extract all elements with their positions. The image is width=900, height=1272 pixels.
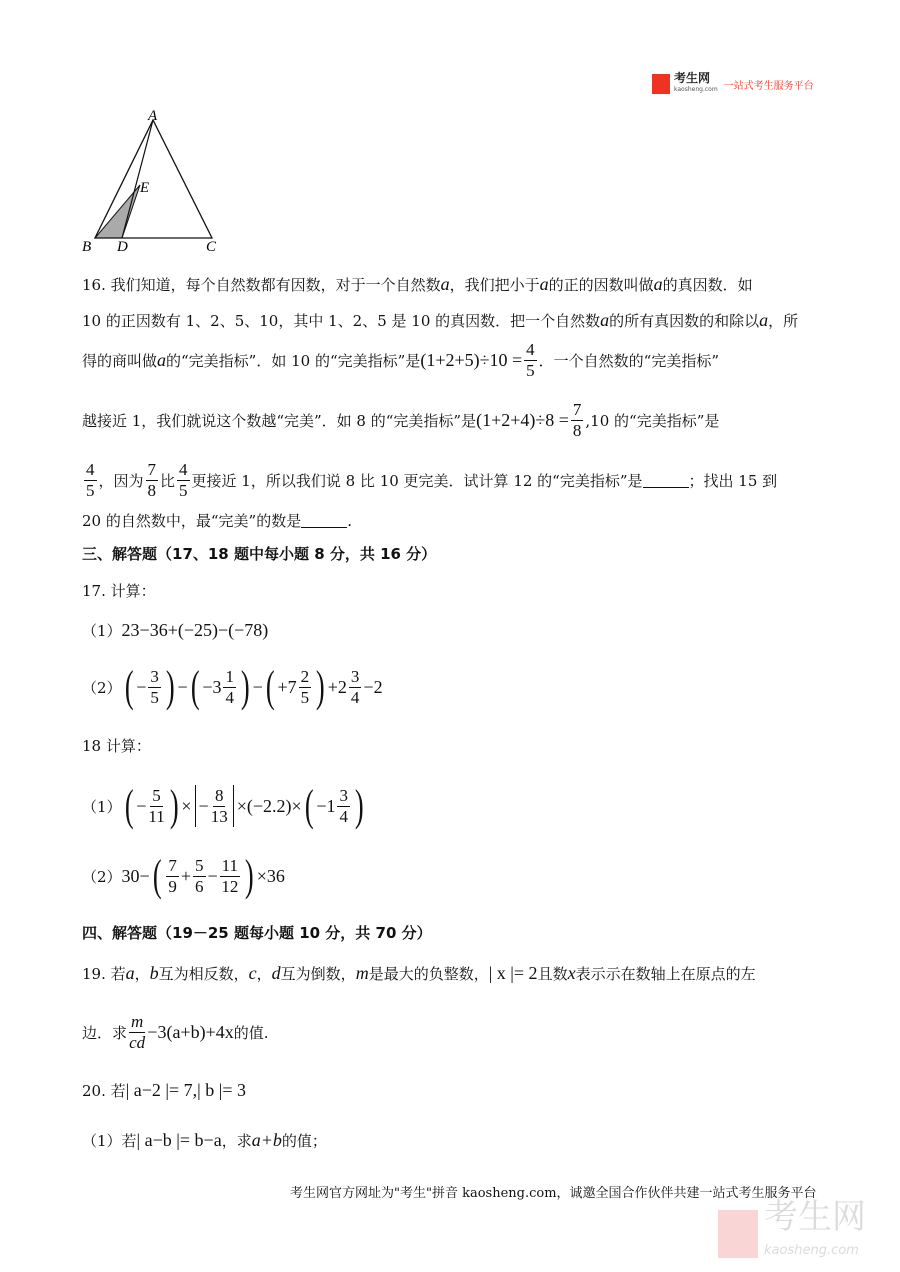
text-segment: ×(−2.2)× bbox=[236, 795, 302, 816]
section-3-heading: 三、解答题（17、18 题中每小题 8 分，共 16 分） bbox=[82, 545, 437, 563]
section-4-heading: 四、解答题（19－25 题每小题 10 分，共 70 分） bbox=[82, 924, 432, 942]
parenthesis: ( bbox=[124, 781, 134, 830]
text-segment: kaosheng.com bbox=[764, 1243, 859, 1258]
text-segment: 越接近 1，我们就说这个数越“完美”．如 8 的“完美指标”是 bbox=[82, 412, 477, 430]
text-segment: 得的商叫做 bbox=[82, 352, 158, 370]
fraction bbox=[571, 400, 584, 441]
q19-line1 bbox=[82, 963, 756, 984]
text-segment: ；找出 15 到 bbox=[688, 472, 778, 490]
text-segment: | a−b |= b−a bbox=[136, 1130, 222, 1150]
text-segment: | x |= 2 bbox=[488, 963, 538, 983]
numerator: 1 bbox=[225, 666, 234, 686]
q16-line2 bbox=[82, 310, 798, 331]
denominator: 12 bbox=[221, 876, 239, 896]
q19-line2 bbox=[82, 1012, 269, 1053]
text-segment: 互为相反数， bbox=[158, 965, 249, 983]
text-segment: （1）若 bbox=[82, 1132, 137, 1150]
label-b: B bbox=[82, 239, 92, 255]
text-segment: − bbox=[136, 795, 147, 816]
q17-title: 17. 计算： bbox=[82, 582, 156, 600]
q17-part1 bbox=[82, 620, 268, 641]
text-segment: 表示示在数轴上在原点的左 bbox=[575, 965, 756, 983]
parenthesis: ( bbox=[190, 662, 200, 711]
q16-line5 bbox=[82, 460, 777, 501]
text-segment: 30− bbox=[121, 865, 150, 886]
denominator: 5 bbox=[300, 687, 310, 707]
text-segment: a bbox=[600, 310, 610, 330]
numerator: 5 bbox=[152, 785, 161, 805]
label-a: A bbox=[148, 108, 158, 124]
fraction bbox=[84, 460, 97, 501]
q17-part2 bbox=[82, 662, 383, 711]
fraction bbox=[223, 667, 236, 708]
q20-line1 bbox=[82, 1080, 246, 1101]
text-segment: 边．求 bbox=[82, 1024, 128, 1042]
text-segment: 20. 若 bbox=[82, 1082, 126, 1100]
denominator: 13 bbox=[210, 806, 228, 826]
text-segment: 10 的正因数有 1、2、5、10，其中 1、2、5 是 10 的真因数．把一个自然数 bbox=[82, 312, 601, 330]
fraction bbox=[177, 460, 190, 501]
text-segment: −2 bbox=[363, 676, 383, 697]
text-segment: (1+2+4)÷8 = bbox=[476, 410, 569, 430]
numerator: 3 bbox=[150, 666, 159, 686]
text-segment: a+b bbox=[251, 1130, 282, 1150]
text-segment: −3 bbox=[202, 676, 222, 697]
header-logo bbox=[652, 72, 814, 96]
numerator: 4 bbox=[86, 460, 95, 479]
parenthesis: ) bbox=[316, 662, 325, 711]
text-segment: − bbox=[198, 795, 209, 816]
text-segment: −1 bbox=[316, 795, 336, 816]
watermark-logo bbox=[718, 1197, 866, 1268]
q20-part1 bbox=[82, 1130, 327, 1151]
text-segment: 23−36+(−25)−(−78) bbox=[121, 620, 269, 640]
text-segment: a bbox=[653, 274, 663, 294]
text-segment: a bbox=[539, 274, 549, 294]
label-c: C bbox=[206, 239, 217, 255]
text-segment: 的值； bbox=[281, 1132, 327, 1150]
fraction bbox=[146, 460, 159, 501]
text-segment: 的所有真因数的和除以 bbox=[609, 312, 760, 330]
text-segment: （2） bbox=[82, 867, 122, 886]
logo-slogan: 一站式考生服务平台 bbox=[723, 80, 814, 92]
numerator: 11 bbox=[221, 855, 239, 875]
q18-part2 bbox=[82, 851, 285, 900]
absolute-value-bar bbox=[195, 785, 196, 827]
text-segment: − bbox=[207, 865, 218, 886]
fraction bbox=[166, 856, 179, 897]
text-segment: +2 bbox=[327, 676, 347, 697]
label-d: D bbox=[117, 239, 128, 255]
text-segment: 20 的自然数中，最“完美”的数是 bbox=[82, 512, 302, 530]
denominator: 8 bbox=[572, 421, 582, 440]
denominator: 5 bbox=[526, 361, 535, 380]
numerator: 7 bbox=[168, 855, 177, 875]
text-segment: 的真因数．如 bbox=[662, 276, 753, 294]
text-segment: ．一个自然数的“完美指标” bbox=[538, 352, 719, 370]
text-segment: ,10 的“完美指标”是 bbox=[585, 412, 720, 430]
parenthesis: ) bbox=[354, 781, 364, 830]
fraction bbox=[129, 1012, 145, 1053]
text-segment: ， bbox=[134, 965, 150, 983]
text-segment: ×36 bbox=[256, 865, 285, 886]
denominator: 4 bbox=[225, 687, 234, 707]
text-segment: 更接近 1，所以我们说 8 比 10 更完美．试计算 12 的“完美指标”是 bbox=[191, 472, 643, 490]
text-segment: ，求 bbox=[221, 1132, 252, 1150]
numerator: 3 bbox=[350, 666, 360, 686]
text-segment: x bbox=[567, 963, 576, 983]
text-segment: ，因为 bbox=[98, 472, 144, 490]
q18-part1 bbox=[82, 781, 367, 830]
fraction bbox=[220, 856, 240, 897]
denominator: 4 bbox=[339, 806, 348, 826]
q16-line6 bbox=[82, 510, 352, 531]
text-segment: a bbox=[440, 274, 450, 294]
fraction bbox=[299, 667, 312, 708]
fraction bbox=[211, 786, 228, 827]
fraction bbox=[349, 667, 362, 708]
absolute-value-bar bbox=[233, 785, 234, 827]
numerator: 2 bbox=[300, 666, 310, 686]
numerator: 4 bbox=[179, 460, 188, 479]
text-segment: | a−2 |= 7,| b |= 3 bbox=[125, 1080, 246, 1100]
logo-mark-icon bbox=[652, 74, 670, 94]
text-segment: 且数 bbox=[537, 965, 568, 983]
logo-name bbox=[674, 72, 718, 96]
text-segment: 的“完美指标”．如 10 的“完美指标”是 bbox=[166, 352, 421, 370]
text-segment: − bbox=[177, 676, 188, 697]
parenthesis: ) bbox=[169, 781, 179, 830]
text-segment bbox=[764, 1197, 866, 1268]
text-segment: 互为倒数， bbox=[280, 965, 356, 983]
fraction bbox=[148, 786, 164, 827]
footer-text: 考生网官方网址为"考生"拼音 kaosheng.com，诚邀全国合作伙伴共建一站式考生服务平台 bbox=[290, 1186, 817, 1201]
denominator: cd bbox=[129, 1033, 146, 1052]
text-segment: （1） bbox=[82, 622, 122, 640]
text-segment: c bbox=[248, 963, 257, 983]
q16-line1 bbox=[82, 274, 753, 295]
parenthesis: ) bbox=[240, 662, 250, 711]
denominator: 4 bbox=[350, 687, 360, 707]
parenthesis: ) bbox=[165, 662, 175, 711]
text-segment: b bbox=[149, 963, 159, 983]
answer-blank bbox=[643, 473, 689, 488]
denominator: 5 bbox=[179, 481, 188, 500]
parenthesis: ( bbox=[304, 781, 314, 830]
numerator: 8 bbox=[214, 785, 224, 805]
text-segment: +7 bbox=[277, 676, 297, 697]
denominator: 11 bbox=[148, 806, 165, 826]
numerator: 7 bbox=[572, 400, 582, 419]
text-segment: （2） bbox=[82, 678, 122, 697]
text-segment: kaosheng.com bbox=[674, 86, 718, 93]
denominator: 8 bbox=[147, 481, 157, 500]
text-segment: ，我们把小于 bbox=[449, 276, 540, 294]
text-segment: − bbox=[136, 676, 147, 697]
text-segment: ， bbox=[256, 965, 272, 983]
text-segment: m bbox=[355, 963, 369, 983]
parenthesis: ( bbox=[152, 851, 162, 900]
text-segment: − bbox=[252, 676, 263, 697]
watermark-mark-icon bbox=[718, 1210, 758, 1258]
text-segment: 考生网 bbox=[674, 71, 711, 85]
q18-title: 18 计算： bbox=[82, 737, 151, 755]
fraction bbox=[524, 340, 537, 381]
denominator: 5 bbox=[86, 481, 95, 500]
answer-blank bbox=[301, 513, 347, 528]
text-segment: （1） bbox=[82, 797, 122, 816]
text-segment: + bbox=[180, 865, 192, 886]
text-segment: . bbox=[347, 511, 352, 530]
numerator: m bbox=[131, 1012, 144, 1031]
text-segment: a bbox=[125, 963, 135, 983]
parenthesis: ( bbox=[265, 662, 275, 711]
text-segment: a bbox=[759, 310, 769, 330]
segment-ad bbox=[122, 120, 153, 238]
text-segment: 19. 若 bbox=[82, 965, 126, 983]
text-segment: ，所 bbox=[768, 312, 799, 330]
q16-line3 bbox=[82, 340, 719, 381]
parenthesis: ) bbox=[244, 851, 254, 900]
fraction bbox=[193, 856, 206, 897]
text-segment: 比 bbox=[160, 472, 176, 490]
text-segment: 是最大的负整数， bbox=[368, 965, 489, 983]
fraction bbox=[337, 786, 350, 827]
text-segment: −3(a+b)+4x bbox=[147, 1022, 234, 1042]
text-segment: 的值. bbox=[233, 1024, 269, 1042]
text-segment: × bbox=[181, 795, 192, 816]
numerator: 4 bbox=[526, 340, 535, 359]
text-segment: (1+2+5)÷10 = bbox=[420, 350, 523, 370]
text-segment: 16. 我们知道，每个自然数都有因数，对于一个自然数 bbox=[82, 276, 441, 294]
denominator: 5 bbox=[150, 687, 159, 707]
triangle-figure bbox=[80, 108, 230, 258]
text-segment: 考生网 bbox=[764, 1197, 866, 1237]
fraction bbox=[148, 667, 161, 708]
label-e: E bbox=[140, 180, 150, 196]
text-segment: a bbox=[157, 350, 167, 370]
text-segment: 的正的因数叫做 bbox=[548, 276, 654, 294]
numerator: 5 bbox=[195, 855, 204, 875]
q16-line4 bbox=[82, 400, 719, 441]
denominator: 9 bbox=[168, 876, 177, 896]
text-segment: d bbox=[271, 963, 281, 983]
parenthesis: ( bbox=[124, 662, 134, 711]
denominator: 6 bbox=[195, 876, 204, 896]
numerator: 3 bbox=[339, 785, 348, 805]
numerator: 7 bbox=[147, 460, 157, 479]
